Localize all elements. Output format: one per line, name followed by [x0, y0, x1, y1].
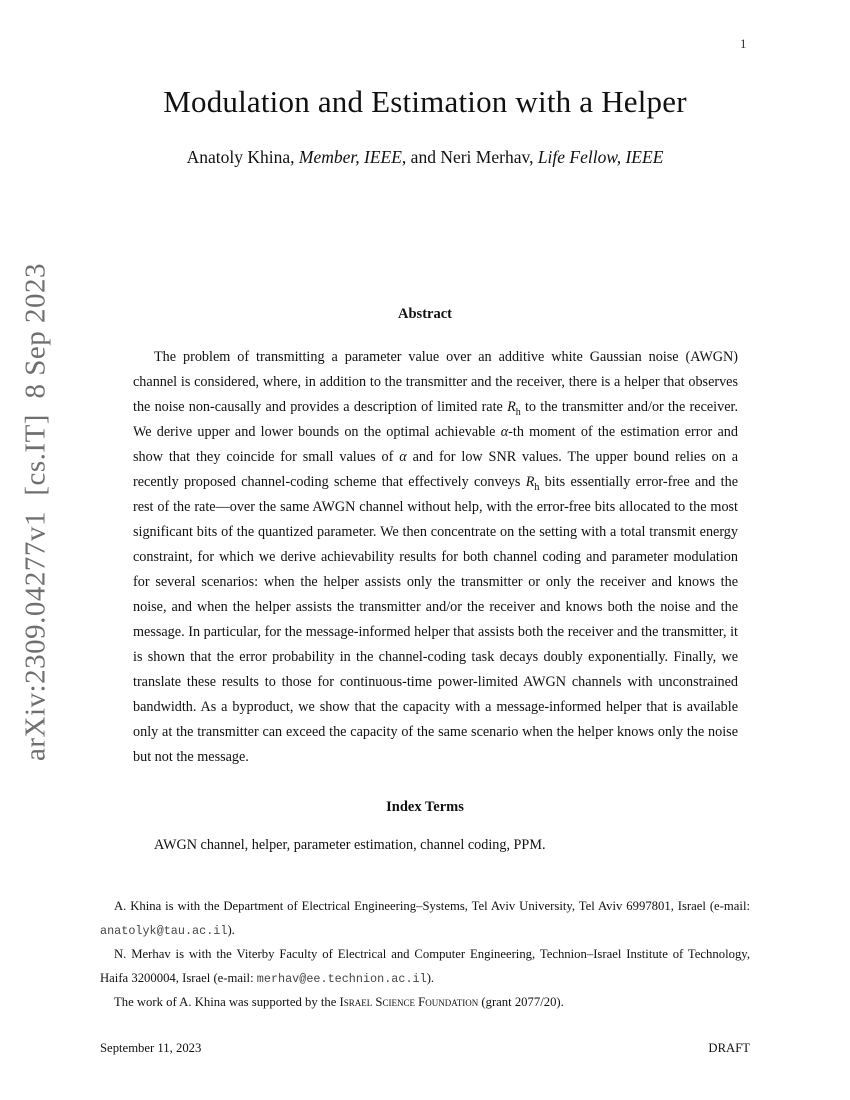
author-name: Anatoly Khina — [186, 147, 291, 167]
abstract-segment: and for low SNR values. The upper bound relies on a recently proposed channel-coding scheme that effectively conveys — [133, 449, 738, 490]
email-merhav: merhav@ee.technion.ac.il — [256, 971, 427, 986]
footnote-funding — [100, 991, 750, 1015]
footnote-segment: The work of A. Khina was supported by the — [114, 995, 340, 1009]
page-footer — [100, 1040, 750, 1056]
math-var-alpha: α — [500, 424, 509, 440]
funding-agency: Israel Science Foundation — [339, 995, 479, 1009]
footnote-affiliation-khina — [100, 895, 750, 943]
footer-date: September 11, 2023 — [100, 1041, 202, 1055]
footnote-segment: N. Merhav is with the Viterby Faculty of Electrical and Computer Engineering, Technion–Israel Institute of Technology, Haifa 3200004, Israel (e-mail: — [100, 947, 750, 985]
math-var-R: R — [507, 399, 516, 415]
abstract-text — [133, 345, 738, 770]
arxiv-watermark: arXiv:2309.04277v1 [cs.IT] 8 Sep 2023 — [19, 263, 52, 761]
footnote-segment: (grant 2077/20). — [478, 995, 564, 1009]
footnote-block — [100, 895, 750, 1015]
math-var-alpha: α — [399, 449, 407, 465]
footnote-affiliation-merhav — [100, 943, 750, 991]
author-line — [100, 146, 750, 168]
index-terms-heading: Index Terms — [386, 799, 464, 815]
email-khina: anatolyk@tau.ac.il — [100, 923, 228, 938]
footnote-segment: ). — [227, 922, 235, 937]
footnote-segment: A. Khina is with the Department of Electrical Engineering–Systems, Tel Aviv University, Tel Aviv 6997801, Israel (e-mail: — [114, 899, 750, 913]
abstract-segment: bits essentially error-free and the rest of the rate—over the same AWGN channel without help, with the error-free bits allocated to the most significant bits of the quantized parameter. We then concentrate on the setting with a total transmit energy constraint, for which we derive achievability results for both channel coding and parameter modulation for several scenarios: when the helper assists only the transmitter or only the receiver and knows the noise, and when the helper assists the transmitter and/or the receiver and knows both the noise and the message. In particular, for the message-informed helper that assists both the receiver and the transmitter, it is shown that the error probability in the channel-coding task decays doubly exponentially. Finally, we translate these results to those for continuous-time power-limited AWGN channels with unconstrained bandwidth. As a byproduct, we show that the capacity with a message-informed helper that is available only at the transmitter can exceed the capacity of the same scenario when the helper knows only the noise but not the message. — [133, 474, 738, 765]
math-var-R: R — [525, 474, 535, 490]
page-number: 1 — [740, 36, 747, 51]
author-membership: Member, IEEE — [298, 147, 402, 167]
abstract-segment: -th moment of the estimation error and show that they coincide for small values of — [133, 424, 738, 465]
math-sub-h: h — [515, 406, 521, 418]
index-terms-text: AWGN channel, helper, parameter estimation, channel coding, PPM. — [154, 837, 546, 853]
paper-content — [100, 0, 750, 1015]
author-separator: , — [290, 147, 299, 167]
author-membership: Life Fellow, IEEE — [537, 147, 664, 167]
abstract-segment: to the transmitter and/or the receiver. We derive upper and lower bounds on the optimal achievable — [133, 399, 738, 440]
author-separator: , — [529, 147, 538, 167]
abstract-segment: The problem of transmitting a parameter value over an additive white Gaussian noise (AWGN) channel is considered, where, in addition to the transmitter and the receiver, there is a helper that observes the noise non-causally and provides a description of limited rate — [133, 349, 738, 415]
math-sub-h: h — [534, 481, 540, 493]
footer-draft-label: DRAFT — [708, 1041, 750, 1055]
paper-title: Modulation and Estimation with a Helper — [163, 84, 687, 119]
footnote-segment: ). — [426, 970, 435, 985]
author-name: , and Neri Merhav — [401, 147, 530, 167]
abstract-heading: Abstract — [398, 306, 452, 322]
